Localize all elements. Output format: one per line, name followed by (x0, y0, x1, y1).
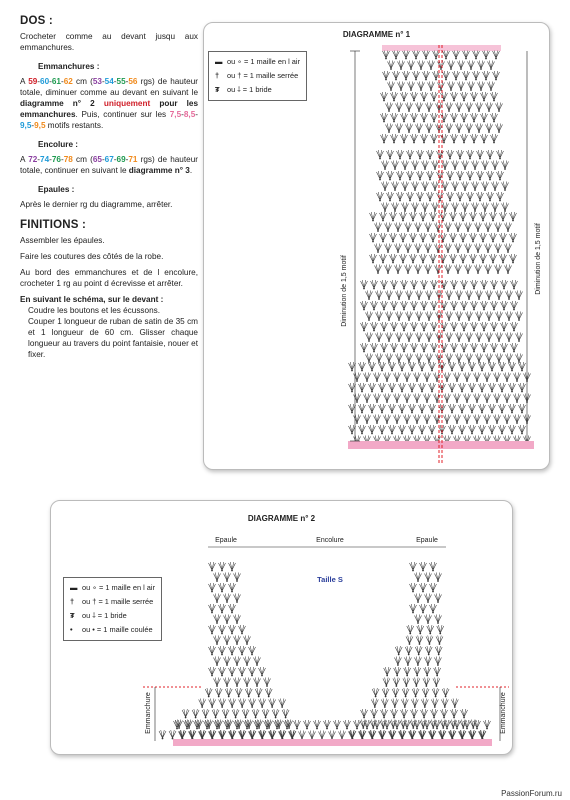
finishing-p3: Au bord des emmanchures et de l encolure, crocheter 1 rg au point d écrevisse et arrêter. (20, 268, 198, 288)
double-crochet-symbol-icon: ₮ (70, 611, 75, 620)
diagram-1-side-label-right: Diminution de 1,5 motif (535, 223, 542, 295)
diagram-1-title: DIAGRAMME n° 1 (342, 30, 411, 39)
legend-item-sc: † ou † = 1 maille serrée (70, 595, 155, 609)
neck-text: A 72-74-76-78 cm (65-67-69-71 rgs) de hauteur totale, continuer en suivant le diagramme n° 3. (20, 155, 198, 175)
front-line-1: Coudre les boutons et les écussons. (28, 306, 160, 315)
diagram-2-left-strap (159, 562, 296, 739)
slip-stitch-symbol-icon: • (70, 625, 73, 634)
legend-item-dc: ₮ ou ⸸ = 1 bride (70, 609, 155, 623)
emmanchure-label-right: Emmanchure (500, 692, 507, 734)
intro-text: Crocheter comme au devant jusqu aux emmanchures. (20, 32, 198, 52)
armholes-heading: Emmanchures : (38, 62, 100, 71)
diagram-2-foundation-row (173, 739, 492, 746)
double-crochet-symbol-icon: ₮ (215, 85, 220, 94)
size-label: Taille S (317, 575, 343, 584)
single-crochet-symbol-icon: † (215, 71, 220, 80)
neck-heading: Encolure : (38, 140, 79, 149)
diagram-1-side-label-left: Diminution de 1,5 motif (341, 255, 348, 327)
section-title-finitions: FINITIONS : (20, 219, 87, 231)
footer-watermark: PassionForum.ru (501, 789, 562, 798)
front-line-2: Couper 1 longueur de ruban de satin de 35 cm et 1 longueur de 60 cm. Glisser chaque longueur au travers du point fantaisie, nouer et fixer. (28, 317, 198, 359)
encolure-label: Encolure (316, 537, 344, 544)
finishing-p2: Faire les coutures des côtés de la robe. (20, 252, 164, 261)
emmanchure-label-left: Emmanchure (145, 692, 152, 734)
legend-item-dc: ₮ ou ⸸ = 1 bride (215, 83, 300, 97)
shoulders-text: Après le dernier rg du diagramme, arrêter. (20, 200, 173, 209)
epaule-label-left: Epaule (215, 537, 237, 544)
diagram-2-title: DIAGRAMME n° 2 (247, 514, 316, 523)
armholes-text: A 59-60-61-62 cm (53-54-55-56 rgs) de hauteur totale, diminuer comme au devant en suivant le diagramme n° 2 uniquement pour les emmanchures. Puis, continuer sur les 7,5-8,5-9,5-9,5 motifs restants. (20, 77, 198, 130)
section-title-dos: DOS : (20, 15, 53, 27)
shoulders-heading: Epaules : (38, 185, 75, 194)
epaule-label-right: Epaule (416, 537, 438, 544)
diagram-2-panel (50, 500, 513, 755)
finishing-p1: Assembler les épaules. (20, 236, 105, 245)
diagram-1-foundation-row (348, 441, 534, 449)
chain-symbol-icon: ▬ (215, 57, 223, 66)
chain-symbol-icon: ▬ (70, 583, 78, 592)
legend-item-slst: • ou • = 1 maille coulée (70, 623, 155, 637)
diagram-1-panel (203, 22, 550, 470)
instructions-column (20, 16, 198, 365)
front-heading: En suivant le schéma, sur le devant : (20, 295, 164, 304)
diagram-1-stitch-block-1 (383, 50, 500, 91)
diagram-2-legend (63, 577, 162, 641)
legend-item-chain: ▬ ou ∘ = 1 maille en l air (215, 55, 300, 69)
legend-item-chain: ▬ ou ∘ = 1 maille en l air (70, 581, 155, 595)
single-crochet-symbol-icon: † (70, 597, 75, 606)
diagram-1-stitch-block-4 (370, 212, 517, 274)
legend-item-sc: † ou † = 1 maille serrée (215, 69, 300, 83)
diagram-2-right-strap (349, 562, 486, 739)
diagram-1-legend (208, 51, 307, 101)
